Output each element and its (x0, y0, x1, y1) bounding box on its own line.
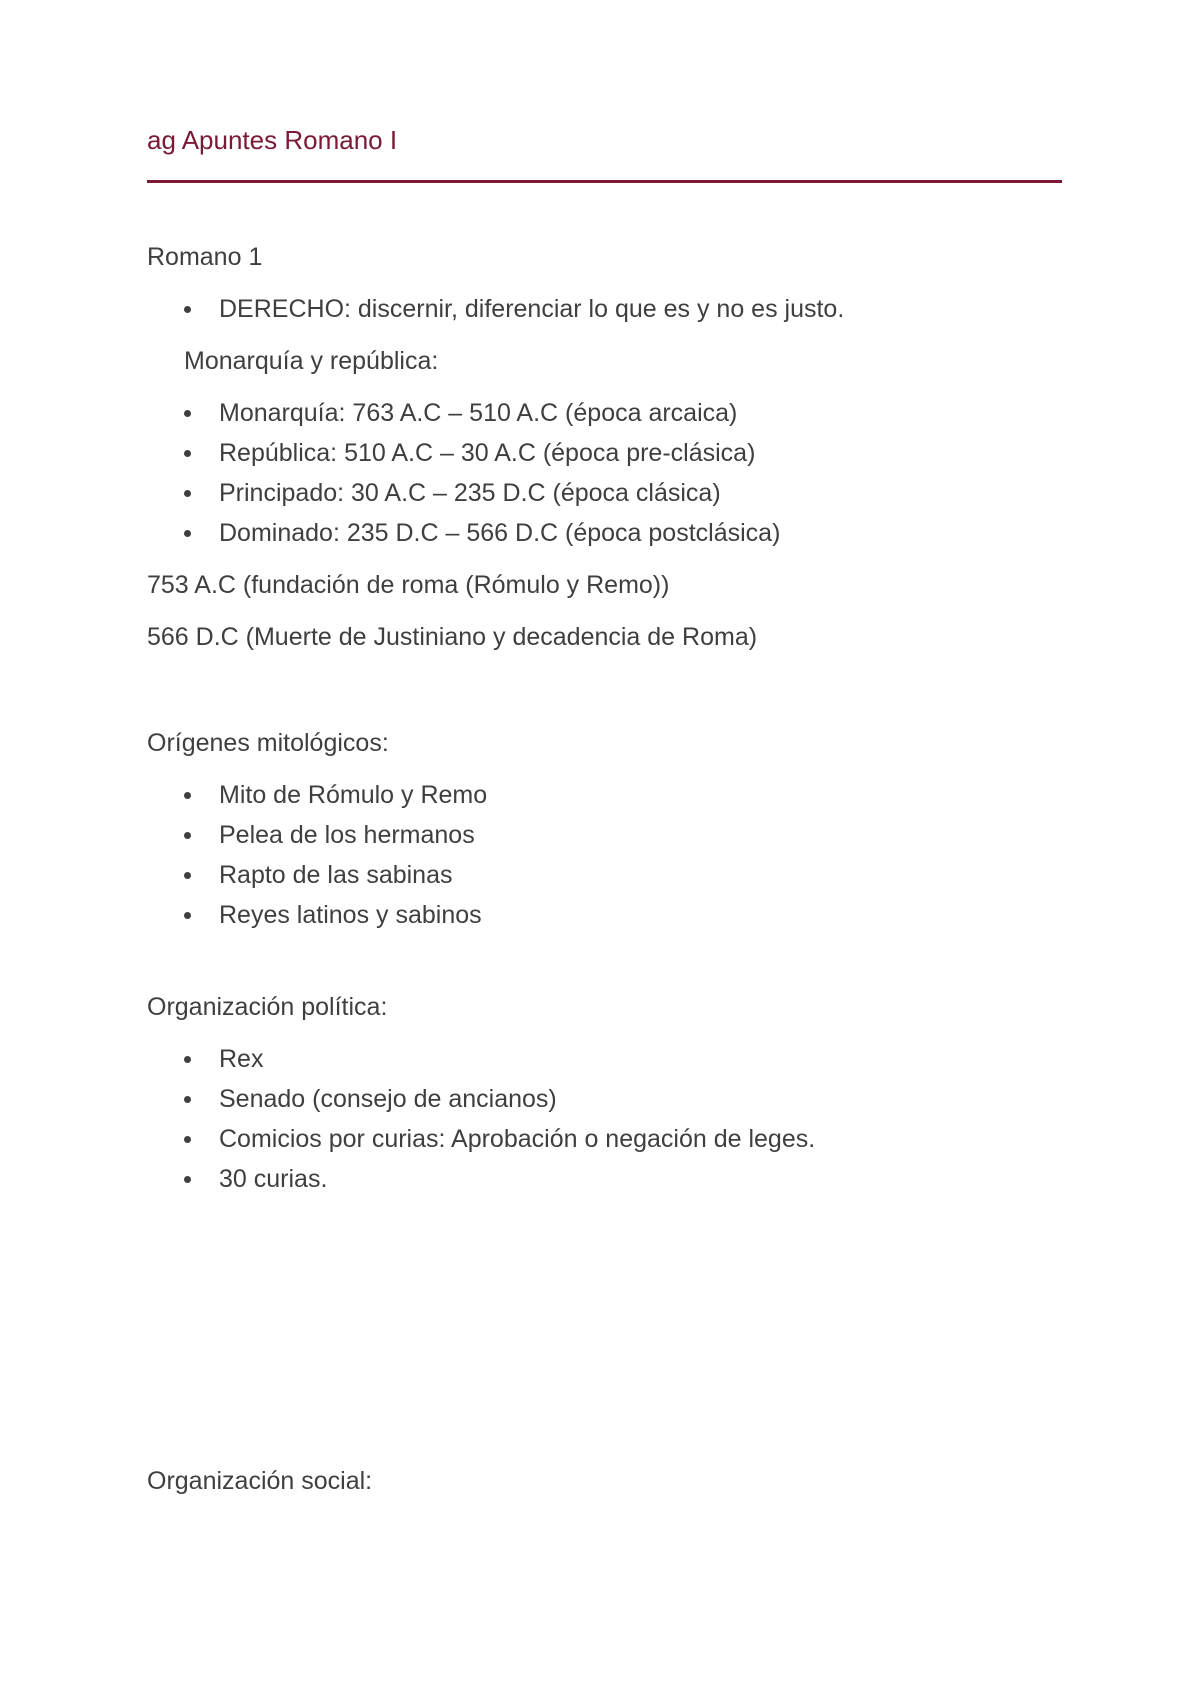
bullet-icon (184, 1136, 191, 1143)
list-item-text: Reyes latinos y sabinos (219, 901, 482, 929)
list-item-text: Senado (consejo de ancianos) (219, 1085, 557, 1113)
section-heading-political: Organización política: (147, 993, 388, 1021)
list-item-text: DERECHO: discernir, diferenciar lo que es y no es justo. (219, 295, 845, 323)
bullet-icon (184, 792, 191, 799)
list-item-text: Rapto de las sabinas (219, 861, 453, 889)
bullet-icon (184, 450, 191, 457)
list-item-text: Comicios por curias: Aprobación o negación de leges. (219, 1125, 816, 1153)
bullet-icon (184, 1096, 191, 1103)
bullet-icon (184, 832, 191, 839)
bullet-icon (184, 530, 191, 537)
list-item-text: Dominado: 235 D.C – 566 D.C (época postclásica) (219, 519, 781, 547)
header-divider (147, 180, 1062, 183)
list-item-text: Pelea de los hermanos (219, 821, 475, 849)
bullet-icon (184, 410, 191, 417)
section-heading-origins: Orígenes mitológicos: (147, 729, 389, 757)
bullet-icon (184, 912, 191, 919)
date-line-founding: 753 A.C (fundación de roma (Rómulo y Remo)) (147, 571, 670, 599)
list-item-text: República: 510 A.C – 30 A.C (época pre-clásica) (219, 439, 756, 467)
date-line-decline: 566 D.C (Muerte de Justiniano y decadencia de Roma) (147, 623, 758, 651)
bullet-icon (184, 306, 191, 313)
bullet-icon (184, 1056, 191, 1063)
subheading-periods: Monarquía y república: (184, 347, 439, 375)
bullet-icon (184, 490, 191, 497)
section-heading-social: Organización social: (147, 1467, 373, 1495)
list-item-text: Monarquía: 763 A.C – 510 A.C (época arcaica) (219, 399, 738, 427)
list-item-text: Principado: 30 A.C – 235 D.C (época clásica) (219, 479, 721, 507)
bullet-icon (184, 872, 191, 879)
page-header-title: ag Apuntes Romano I (147, 125, 398, 155)
list-item-text: Rex (219, 1045, 264, 1073)
bullet-icon (184, 1176, 191, 1183)
list-item-text: 30 curias. (219, 1165, 328, 1193)
list-item-text: Mito de Rómulo y Remo (219, 781, 488, 809)
section-heading-romano: Romano 1 (147, 243, 263, 271)
